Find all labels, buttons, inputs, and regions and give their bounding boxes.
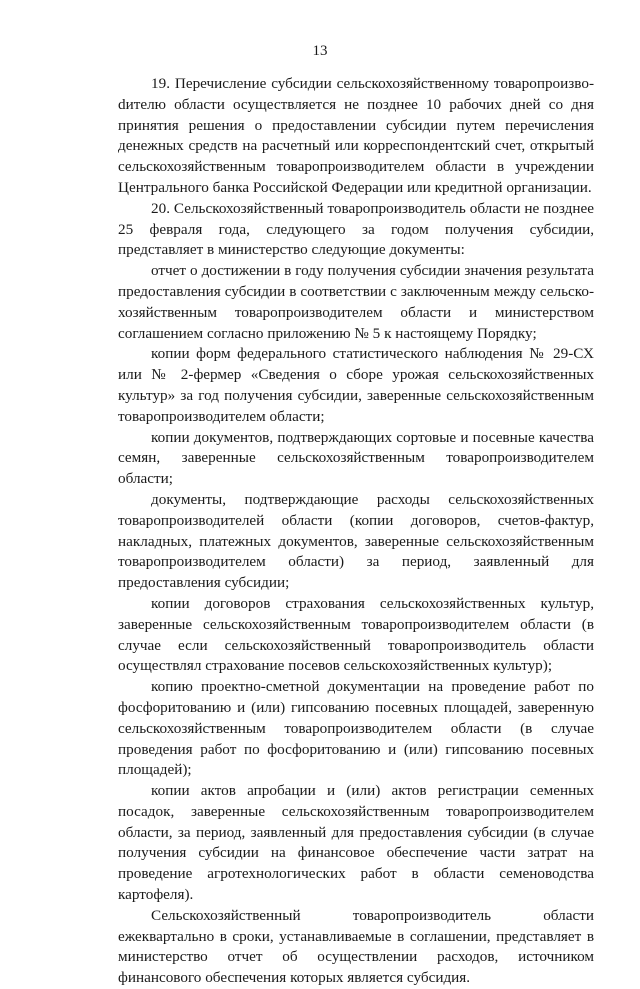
list-item-design-estimates: копию проектно-сметной документации на проведение работ по фосфоритованию и (или) гипсованию посевных площадей, заверенную сельскохозяйственным товаропроизводителем области (в случае проведения работ по фосфоритованию и (или) гипсованию посевных площадей); (118, 678, 594, 779)
page-number: 13 (312, 43, 328, 59)
list-item-seed-quality: копии документов, подтверждающих сортовые и посевные качества семян, заверенные сельскохозяйственным товаропроизводителем области; (118, 428, 594, 488)
list-item-expense-documents: документы, подтверждающие расходы сельскохозяйственных товаропроизводителей области (копии договоров, счетов-фактур, накладных, платежных документов, заверенные сельскохозяйственным товаропроизводителем области) за период, заявленный для предоставления субсидии; (118, 490, 594, 592)
paragraph-19-transfer: 19. Перечисление субсидии сельскохозяйственному товаропроизвоdителю области осуществляется не позднее 10 рабочих дней со дня принятия решения о предоставлении субсидии путем перечисления денежных средств на расчетный или корреспондентский счет, открытый сельскохозяйственным товаропроизводителем области в учреждении Центрального банка Российской Федерации или кредитной организации. (118, 75, 594, 196)
document-body (118, 74, 594, 989)
list-item-insurance-contracts: копии договоров страхования сельскохозяйственных культур, заверенные сельскохозяйственным товаропроизводителем области (в случае если сельскохозяйственный товаропроизводитель области осуществлял страхование посевов сельскохозяйственных культур); (118, 594, 594, 675)
paragraph-20-documents: 20. Сельскохозяйственный товаропроизводитель области не позднее 25 февраля года, следующего за годом получения субсидии, представляет в министерство следующие документы: (118, 199, 594, 259)
list-item-report: отчет о достижении в году получения субсидии значения результата предоставления субсидии в соответствии с заключенным между сельскохозяйственным товаропроизводителем области и министерством соглашением согласно приложению № 5 к настоящему Порядку; (118, 262, 594, 342)
list-item-approbation-acts: копии актов апробации и (или) актов регистрации семенных посадок, заверенные сельскохозяйственным товаропроизводителем области, за период, заявленный для предоставления субсидии (в случае получения субсидии на финансовое обеспечение части затрат на проведение агротехнологических работ в области семеноводства картофеля). (118, 782, 594, 904)
paragraph-quarterly-report: Сельскохозяйственный товаропроизводитель области ежеквартально в сроки, устанавливаемые в соглашении, представляет в министерство отчет об осуществлении расходов, источником финансового обеспечения которых является субсидия. (118, 906, 594, 987)
list-item-statistics-forms: копии форм федерального статистического наблюдения № 29-СХ или № 2-фермер «Сведения о сборе урожая сельскохозяйственных культур» за год получения субсидии, заверенные сельскохозяйственным товаропроизводителем области; (118, 345, 594, 425)
